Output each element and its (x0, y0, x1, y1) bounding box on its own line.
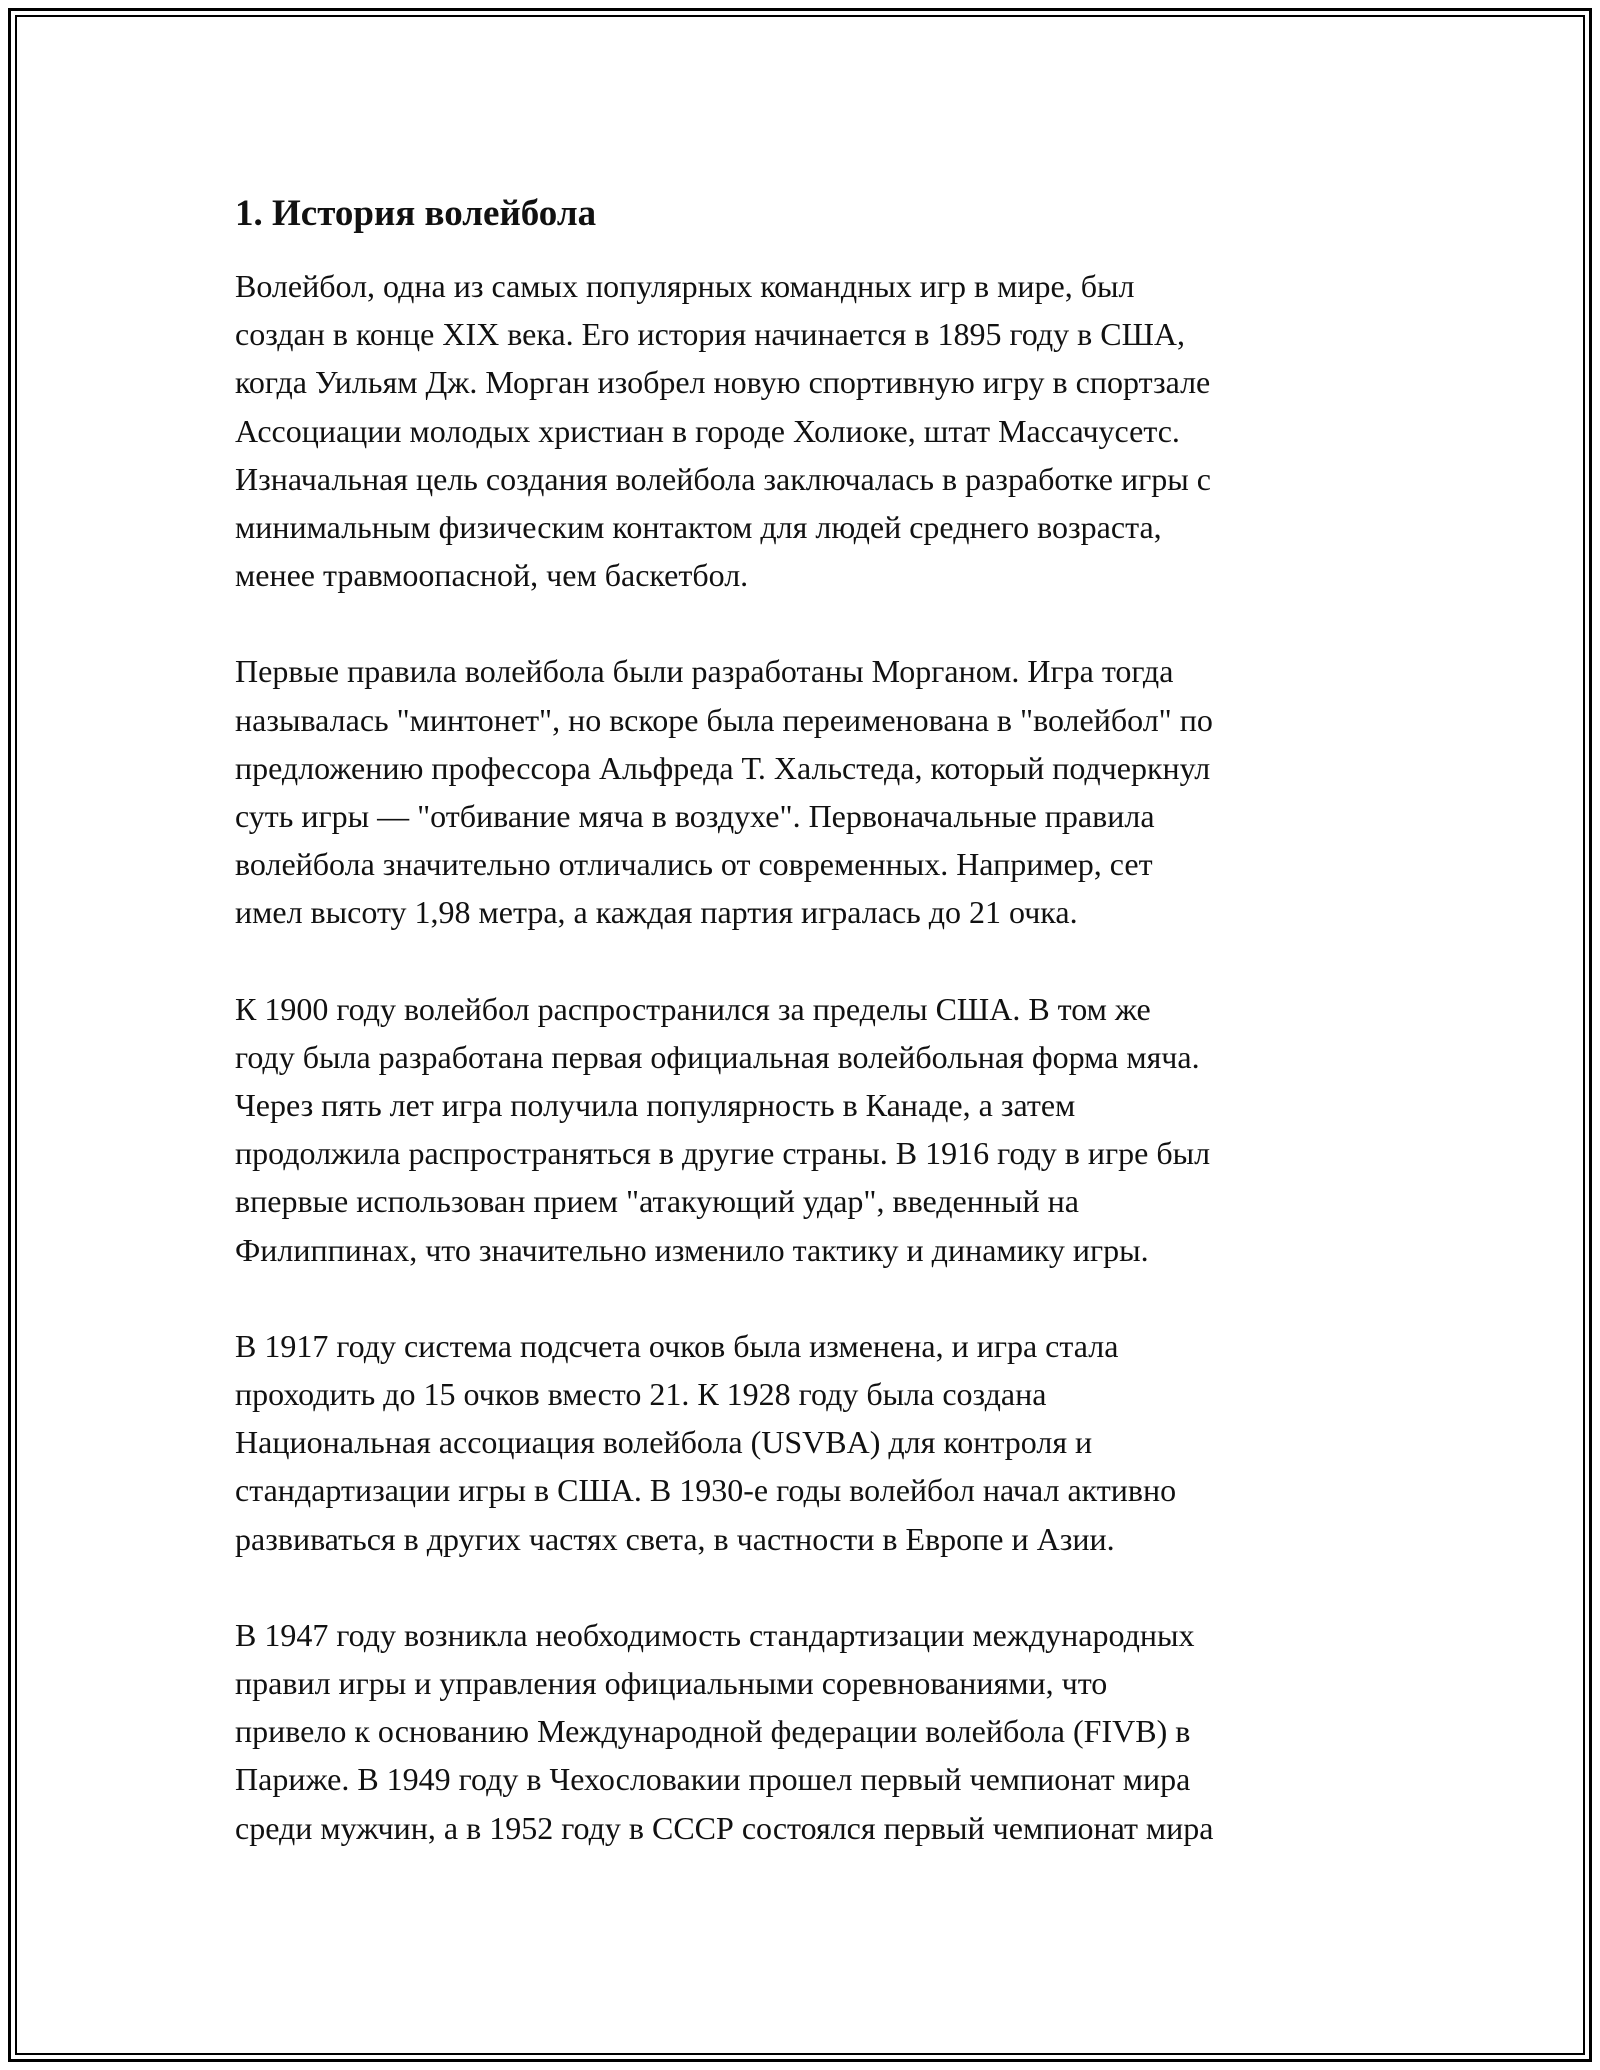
section-heading: 1. История волейбола (235, 193, 597, 234)
paragraph-1 (235, 262, 1375, 599)
text-line: развиваться в других частях света, в частности в Европе и Азии. (235, 1520, 1115, 1557)
text-line: В 1947 году возникла необходимость стандартизации международных (235, 1616, 1195, 1653)
text-line: суть игры — "отбивание мяча в воздухе". Первоначальные правила (235, 798, 1155, 835)
text-line: Волейбол, одна из самых популярных командных игр в мире, был (235, 268, 1135, 304)
text-line: Изначальная цель создания волейбола заключалась в разработке игры с (235, 460, 1211, 497)
text-line: называлась "минтонет", но вскоре была переименована в "волейбол" по (235, 701, 1213, 738)
text-line: Первые правила волейбола были разработаны Морганом. Игра тогда (235, 653, 1174, 690)
text-line: Филиппинах, что значительно изменило тактику и динамику игры. (235, 1231, 1149, 1268)
text-line: Через пять лет игра получила популярность в Канаде, а затем (235, 1087, 1076, 1124)
text-line: волейбола значительно отличались от современных. Например, сет (235, 846, 1153, 883)
text-line: впервые использован прием "атакующий удар", введенный на (235, 1183, 1079, 1220)
paragraph-3 (235, 985, 1375, 1274)
paragraph-4 (235, 1322, 1375, 1563)
text-line: Национальная ассоциация волейбола (USVBA) для контроля и (235, 1424, 1093, 1461)
text-line: году была разработана первая официальная волейбольная форма мяча. (235, 1038, 1200, 1075)
text-line: правил игры и управления официальными соревнованиями, что (235, 1665, 1108, 1702)
text-line: К 1900 году волейбол распространился за пределы США. В том же (235, 990, 1151, 1027)
text-line: В 1917 году система подсчета очков была изменена, и игра стала (235, 1327, 1119, 1364)
text-line: когда Уильям Дж. Морган изобрел новую спортивную игру в спортзале (235, 364, 1211, 401)
document-body (235, 188, 1375, 1900)
text-line: менее травмоопасной, чем баскетбол. (235, 557, 749, 594)
paragraph-5 (235, 1611, 1375, 1852)
text-line: привело к основанию Международной федерации волейбола (FIVB) в (235, 1713, 1191, 1750)
text-line: стандартизации игры в США. В 1930-е годы волейбол начал активно (235, 1472, 1177, 1509)
text-line: Париже. В 1949 году в Чехословакии прошел первый чемпионат мира (235, 1761, 1191, 1798)
text-line: имел высоту 1,98 метра, а каждая партия игралась до 21 очка. (235, 894, 1078, 931)
text-line: среди мужчин, а в 1952 году в СССР состоялся первый чемпионат мира (235, 1809, 1214, 1846)
text-line: предложению профессора Альфреда Т. Хальстеда, который подчеркнул (235, 749, 1211, 786)
text-line: проходить до 15 очков вместо 21. К 1928 году была создана (235, 1376, 1047, 1413)
text-line: создан в конце XIX века. Его история начинается в 1895 году в США, (235, 316, 1185, 353)
text-line: продолжила распространяться в другие страны. В 1916 году в игре был (235, 1135, 1211, 1172)
paragraph-2 (235, 647, 1375, 936)
text-line: Ассоциации молодых христиан в городе Холиоке, штат Массачусетс. (235, 412, 1180, 449)
text-line: минимальным физическим контактом для людей среднего возраста, (235, 509, 1162, 546)
